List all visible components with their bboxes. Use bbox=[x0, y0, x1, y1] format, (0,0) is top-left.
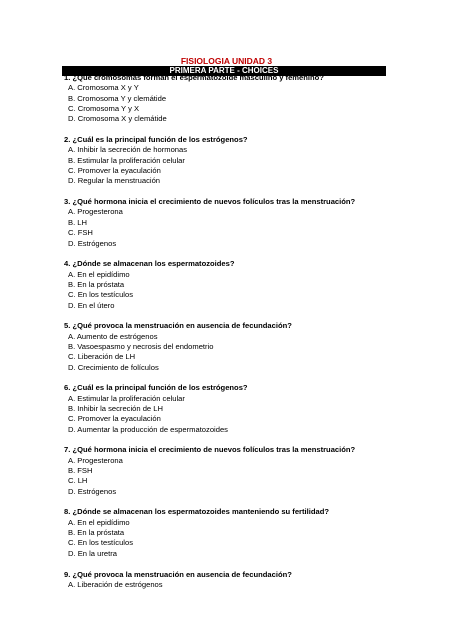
question-2 bbox=[64, 135, 394, 187]
question-text: 8. ¿Dónde se almacenan los espermatozoides manteniendo su fertilidad? bbox=[64, 507, 330, 517]
option-a: A. Cromosoma X y Y bbox=[68, 83, 139, 93]
option-d: D. Estrógenos bbox=[68, 238, 117, 248]
question-text: 2. ¿Cuál es la principal función de los estrógenos? bbox=[64, 135, 248, 145]
question-5 bbox=[64, 321, 394, 373]
section-header: PRIMERA PARTE - CHOICES bbox=[62, 66, 386, 76]
option-a: A. Aumento de estrógenos bbox=[68, 331, 158, 341]
question-text: 3. ¿Qué hormona inicia el crecimiento de nuevos folículos tras la menstruación? bbox=[64, 197, 356, 207]
option-c: C. En los testículos bbox=[68, 290, 133, 300]
question-3 bbox=[64, 197, 394, 249]
question-9 bbox=[64, 570, 394, 591]
option-c: C. LH bbox=[68, 476, 88, 486]
question-text: 7. ¿Qué hormona inicia el crecimiento de nuevos folículos tras la menstruación? bbox=[64, 445, 356, 455]
option-c: C. Promover la eyaculación bbox=[68, 414, 161, 424]
question-6 bbox=[64, 383, 394, 435]
option-b: B. En la próstata bbox=[68, 528, 125, 538]
option-a: A. Inhibir la secreción de hormonas bbox=[68, 145, 188, 155]
document-title: FISIOLOGIA UNIDAD 3 bbox=[180, 56, 273, 66]
option-d: D. En el útero bbox=[68, 300, 115, 310]
question-8 bbox=[64, 507, 394, 559]
option-b: B. Estimular la proliferación celular bbox=[68, 155, 185, 165]
question-text: 4. ¿Dónde se almacenan los espermatozoides? bbox=[64, 259, 235, 269]
option-a: A. Progesterona bbox=[68, 455, 123, 465]
option-d: D. Estrógenos bbox=[68, 486, 117, 496]
option-d: D. Crecimiento de folículos bbox=[68, 362, 159, 372]
option-c: C. FSH bbox=[68, 228, 93, 238]
option-b: B. Vasoespasmo y necrosis del endometrio bbox=[68, 341, 214, 351]
option-b: B. LH bbox=[68, 217, 87, 227]
question-text: 5. ¿Qué provoca la menstruación en ausencia de fecundación? bbox=[64, 321, 292, 331]
option-c: C. Liberación de LH bbox=[68, 352, 136, 362]
option-b: B. FSH bbox=[68, 466, 93, 476]
option-a: A. Progesterona bbox=[68, 207, 123, 217]
question-7 bbox=[64, 445, 394, 497]
question-4 bbox=[64, 259, 394, 311]
option-c: C. Promover la eyaculación bbox=[68, 166, 161, 176]
option-a: A. Estimular la proliferación celular bbox=[68, 393, 185, 403]
option-b: B. En la próstata bbox=[68, 279, 125, 289]
option-d: D. Regular la menstruación bbox=[68, 176, 161, 186]
option-a: A. En el epidídimo bbox=[68, 269, 130, 279]
option-d: D. Aumentar la producción de espermatozoides bbox=[68, 424, 228, 434]
question-list bbox=[64, 73, 394, 590]
question-text: 6. ¿Cuál es la principal función de los estrógenos? bbox=[64, 383, 248, 393]
option-c: C. En los testículos bbox=[68, 538, 133, 548]
option-a: A. Liberación de estrógenos bbox=[68, 579, 163, 589]
option-a: A. En el epidídimo bbox=[68, 517, 130, 527]
option-d: D. Cromosoma X y clemátide bbox=[68, 114, 167, 124]
question-1 bbox=[64, 73, 394, 125]
option-c: C. Cromosoma Y y X bbox=[68, 104, 140, 114]
question-text: 1. ¿Qué cromosomas forman el espermatozoide masculino y femenino? bbox=[64, 73, 324, 82]
option-d: D. En la uretra bbox=[68, 548, 117, 558]
option-b: B. Cromosoma Y y clemátide bbox=[68, 93, 167, 103]
question-text: 9. ¿Qué provoca la menstruación en ausencia de fecundación? bbox=[64, 569, 292, 579]
option-b: B. Inhibir la secreción de LH bbox=[68, 404, 163, 413]
